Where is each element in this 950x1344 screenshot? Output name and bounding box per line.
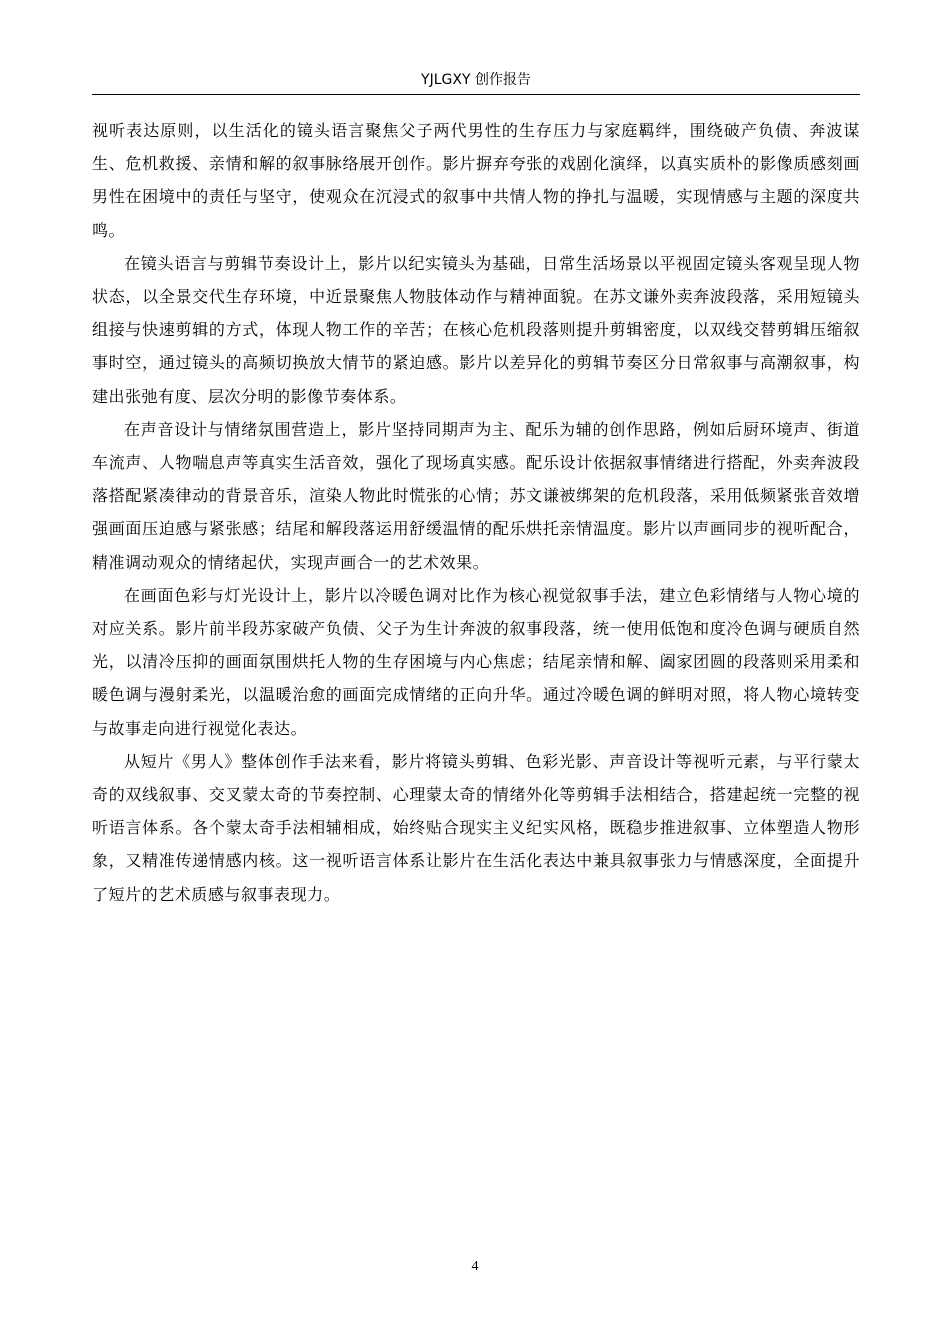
paragraph-summary: 从短片《男人》整体创作手法来看，影片将镜头剪辑、色彩光影、声音设计等视听元素，与平行蒙太奇的双线叙事、交叉蒙太奇的节奏控制、心理蒙太奇的情绪外化等剪辑手法相结合，搭建起统一完整的视听语言体系。各个蒙太奇手法相辅相成，始终贴合现实主义纪实风格，既稳步推进叙事、立体塑造人物形象，又精准传递情感内核。这一视听语言体系让影片在生活化表达中兼具叙事张力与情感深度，全面提升了短片的艺术质感与叙事表现力。 (92, 751, 860, 904)
paragraph-editing-rhythm: 在镜头语言与剪辑节奏设计上，影片以纪实镜头为基础，日常生活场景以平视固定镜头客观呈现人物状态，以全景交代生存环境，中近景聚焦人物肢体动作与精神面貌。在苏文谦外卖奔波段落，采用短镜头组接与快速剪辑的方式，体现人物工作的辛苦；在核心危机段落则提升剪辑密度，以双线交替剪辑压缩叙事时空，通过镜头的高频切换放大情节的紧迫感。影片以差异化的剪辑节奏区分日常叙事与高潮叙事，构建出张弛有度、层次分明的影像节奏体系。 (92, 253, 860, 406)
header-title: YJLGXY 创作报告 (421, 72, 531, 88)
paragraph-sound-design: 在声音设计与情绪氛围营造上，影片坚持同期声为主、配乐为辅的创作思路，例如后厨环境声、街道车流声、人物喘息声等真实生活音效，强化了现场真实感。配乐设计依据叙事情绪进行搭配，外卖奔波段落搭配紧凑律动的背景音乐，渲染人物此时慌张的心情；苏文谦被绑架的危机段落，采用低频紧张音效增强画面压迫感与紧张感；结尾和解段落运用舒缓温情的配乐烘托亲情温度。影片以声画同步的视听配合，精准调动观众的情绪起伏，实现声画合一的艺术效果。 (92, 419, 860, 572)
paragraph-color-lighting: 在画面色彩与灯光设计上，影片以冷暖色调对比作为核心视觉叙事手法，建立色彩情绪与人物心境的对应关系。影片前半段苏家破产负债、父子为生计奔波的叙事段落，统一使用低饱和度冷色调与硬质自然光，以清冷压抑的画面氛围烘托人物的生存困境与内心焦虑；结尾亲情和解、阖家团圆的段落则采用柔和暖色调与漫射柔光，以温暖治愈的画面完成情绪的正向升华。通过冷暖色调的鲜明对照，将人物心境转变与故事走向进行视觉化表达。 (92, 585, 860, 738)
page-header (92, 66, 860, 95)
page-number: 4 (471, 1259, 479, 1274)
paragraph-continuation: 视听表达原则，以生活化的镜头语言聚焦父子两代男性的生存压力与家庭羁绊，围绕破产负债、奔波谋生、危机救援、亲情和解的叙事脉络展开创作。影片摒弃夸张的戏剧化演绎，以真实质朴的影像质感刻画男性在困境中的责任与坚守，使观众在沉浸式的叙事中共情人物的挣扎与温暖，实现情感与主题的深度共鸣。 (92, 121, 860, 240)
body-text (92, 114, 860, 911)
